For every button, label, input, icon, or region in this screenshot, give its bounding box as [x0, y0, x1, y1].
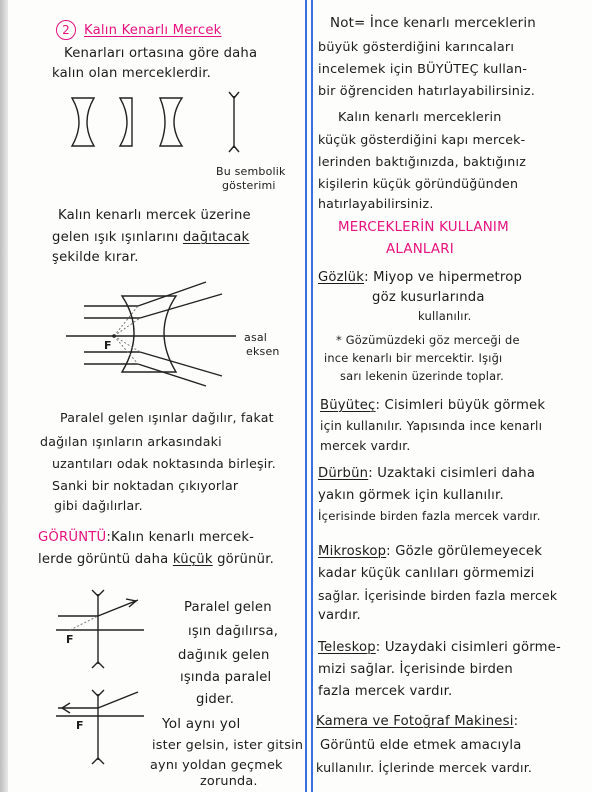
image-text: lerde görüntü daha — [38, 552, 169, 567]
ray-out — [98, 600, 138, 616]
note2-line: lerinden baktığınızda, baktığınız — [318, 154, 527, 169]
spread-emphasis: dağıtacak — [182, 230, 250, 245]
note2-line: kişilerin küçük göründüğünden — [318, 176, 519, 191]
note-eye: sarı lekenin üzerinde toplar. — [340, 369, 504, 383]
spread-text: gelen ışık ışınlarını — [52, 230, 179, 245]
focus-label: F — [76, 719, 84, 732]
section-title: ALANLARI — [386, 242, 454, 257]
use-text: göz kusurlarında — [372, 290, 485, 305]
ray-note: ışın dağılırsa, — [188, 624, 279, 639]
intro-line: Kenarları ortasına göre daha — [64, 46, 258, 61]
focus-label: F — [66, 633, 74, 646]
parallel-line: dağılan ışınların arkasındaki — [40, 434, 222, 449]
use-term: Büyüteç — [320, 398, 376, 413]
ray-note: zorunda. — [200, 774, 258, 789]
extension-line — [70, 616, 98, 630]
focus-point — [112, 334, 116, 338]
symbol-label: gösterimi — [222, 179, 276, 192]
note-line: Not= İnce kenarlı merceklerin — [330, 16, 536, 31]
use-durbun — [318, 466, 535, 482]
lens-bottom — [92, 758, 104, 764]
extension-line — [114, 318, 140, 336]
biconcave-lens — [72, 98, 94, 146]
lens-symbol-top — [229, 92, 239, 98]
use-text: : — [513, 714, 519, 729]
use-term: Gözlük — [318, 270, 365, 285]
use-text: : Uzaydaki cisimleri görme- — [375, 640, 561, 655]
use-text: İçerisinde birden fazla mercek vardır. — [318, 509, 541, 523]
use-text: : Gözle görülemeyecek — [386, 544, 543, 559]
note-line: incelemek için BÜYÜTEÇ kullan- — [318, 62, 528, 77]
image-emphasis: küçük — [172, 552, 213, 567]
spread-line: Kalın kenarlı mercek üzerine — [58, 208, 251, 223]
ray-note: ister gelsin, ister gitsin — [152, 738, 304, 753]
use-text: : Cisimleri büyük görmek — [375, 398, 546, 413]
ray-note: ışında paralel — [180, 670, 272, 685]
use-gozluk — [318, 270, 522, 286]
use-teleskop — [318, 640, 561, 656]
note2-line: küçük gösterdiğini kapı mercek- — [318, 132, 526, 147]
ray-note: gider. — [196, 692, 235, 707]
ray-diagram-toward-focus — [40, 690, 160, 770]
use-text: : Uzaktaki cisimleri daha — [368, 466, 536, 481]
use-mikroskop — [318, 544, 542, 560]
refracted-ray — [138, 364, 206, 386]
note-eye: * Gözümüzdeki göz merceği de — [336, 333, 520, 347]
ray-in — [98, 692, 138, 708]
extension-line — [114, 336, 138, 364]
use-text: vardır. — [318, 608, 361, 623]
note-eye: ince kenarlı bir mercektir. Işığı — [324, 351, 503, 365]
use-text: sağlar. İçerisinde birden fazla mercek — [318, 588, 558, 603]
use-term: Dürbün — [318, 466, 369, 481]
use-text: kullanılır. — [418, 309, 472, 323]
use-text: mercek vardır. — [320, 439, 411, 453]
parallel-line: Sanki bir noktadan çıkıyorlar — [52, 478, 239, 493]
parallel-line: uzantıları odak noktasında birleşir. — [52, 456, 276, 471]
use-text: kullanılır. İçlerinde mercek vardır. — [316, 760, 533, 775]
margin-line — [305, 0, 307, 792]
lens-bottom — [92, 662, 104, 668]
section-heading — [56, 20, 221, 40]
use-text: yakın görmek için kullanılır. — [318, 488, 504, 503]
use-text: Görüntü elde etmek amacıyla — [320, 738, 522, 753]
use-text: mizi sağlar. İçerisinde birden — [318, 662, 513, 677]
use-text: fazla mercek vardır. — [318, 684, 453, 699]
use-term: Mikroskop — [318, 544, 387, 559]
heading-title: Kalın Kenarlı Mercek — [84, 23, 222, 38]
symbol-label: Bu sembolik — [216, 165, 286, 178]
margin-line-2 — [311, 0, 313, 792]
ray-note: aynı yoldan geçmek — [150, 758, 283, 773]
use-kamera — [316, 714, 518, 730]
use-buyutec — [320, 398, 545, 414]
section-title: MERCEKLERİN KULLANIM — [338, 220, 509, 235]
focus-label: F — [104, 339, 112, 352]
spread-line: şekilde kırar. — [52, 250, 139, 265]
use-text: için kullanılır. Yapısında ince kenarlı — [320, 419, 543, 433]
use-text: kadar küçük canlıları görmemizi — [318, 566, 535, 581]
note-line: büyük gösterdiğini karıncaları — [318, 40, 515, 55]
parallel-line: gibi dağılırlar. — [54, 498, 143, 513]
axis-label: eksen — [246, 345, 280, 358]
note2-line: hatırlayabilirsiniz. — [318, 196, 434, 211]
lens-top — [92, 690, 104, 696]
axis-label: asal — [244, 331, 268, 344]
circled-number: 2 — [56, 20, 76, 40]
image-line — [38, 552, 274, 568]
extension-line — [114, 336, 140, 352]
use-term: Kamera ve Fotoğraf Makinesi — [316, 714, 514, 729]
image-title: GÖRÜNTÜ — [38, 530, 107, 545]
note-line: bir öğrenciden hatırlayabilirsiniz. — [318, 84, 536, 99]
lens-top — [92, 590, 104, 596]
ray-diagram-parallel — [40, 590, 160, 670]
ray-note: Yol aynı yol — [162, 716, 241, 732]
plano-concave-lens — [120, 98, 132, 146]
intro-line: kalın olan merceklerdir. — [52, 66, 212, 81]
ray-note: Paralel gelen — [184, 600, 272, 615]
use-text: : Miyop ve hipermetrop — [364, 270, 523, 285]
lens-symbol-bottom — [229, 146, 239, 152]
use-term: Teleskop — [318, 640, 376, 655]
note2-line: Kalın kenarlı merceklerin — [338, 110, 502, 125]
spread-line — [52, 230, 249, 246]
concavo-convex-lens — [160, 98, 182, 146]
ray-note: dağınık gelen — [178, 648, 270, 663]
image-text: görünür. — [217, 552, 275, 567]
parallel-line: Paralel gelen ışınlar dağılır, fakat — [60, 410, 274, 425]
refracted-ray — [140, 294, 222, 318]
image-heading — [38, 530, 254, 546]
image-text: :Kalın kenarlı mercek- — [106, 530, 255, 545]
